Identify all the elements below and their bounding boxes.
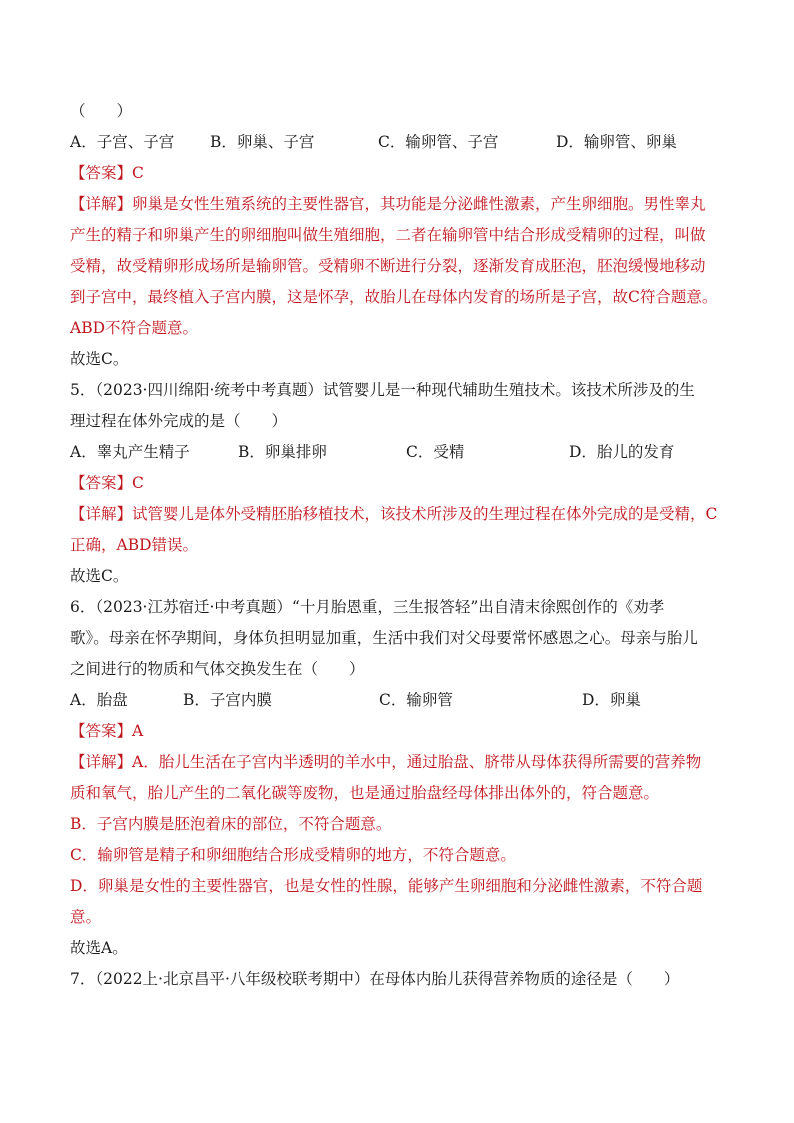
answer-label: 【答案】 (70, 474, 133, 492)
answer-value: C (132, 474, 144, 492)
detail-line: 意。 (70, 908, 102, 926)
answer-line (70, 468, 730, 499)
question-paren: （ ） (70, 102, 133, 120)
detail-line: D．卵巢是女性的主要性器官，也是女性的性腺，能够产生卵细胞和分泌雌性激素，不符合题 (70, 877, 703, 895)
answer-value: A (132, 722, 144, 740)
options-row (70, 437, 730, 468)
conclusion: 故选C。 (70, 350, 129, 368)
question-stem: 6．（2023·江苏宿迁·中考真题）“十月胎恩重，三生报答轻”出自清末徐熙创作的《劝孝 (70, 598, 665, 616)
detail-line (70, 189, 730, 220)
options-row (70, 685, 730, 716)
question-7 (70, 964, 730, 995)
answer-label: 【答案】 (70, 164, 133, 182)
option-c: C．输卵管 (379, 691, 453, 709)
detail-line: 受精，故受精卵形成场所是输卵管。受精卵不断进行分裂，逐渐发育成胚泡，胚泡缓慢地移动 (70, 257, 706, 275)
question-4 (70, 96, 730, 375)
option-b: B．卵巢、子宫 (210, 133, 315, 151)
document-page (70, 96, 730, 995)
detail-line: 质和氧气，胎儿产生的二氧化碳等废物，也是通过胎盘经母体排出体外的，符合题意。 (70, 784, 660, 802)
option-c: C．受精 (406, 443, 465, 461)
answer-label: 【答案】 (70, 722, 133, 740)
option-b: B．卵巢排卵 (238, 443, 327, 461)
question-stem: 理过程在体外完成的是（ ） (70, 412, 288, 430)
question-stem: 7．（2022上·北京昌平·八年级校联考期中）在母体内胎儿获得营养物质的途径是（ ） (70, 970, 680, 988)
option-b: B．子宫内膜 (183, 691, 272, 709)
detail-line: C．输卵管是精子和卵细胞结合形成受精卵的地方，不符合题意。 (70, 846, 516, 864)
conclusion: 故选C。 (70, 567, 129, 585)
detail-label: 【详解】 (70, 505, 133, 523)
conclusion: 故选A。 (70, 939, 128, 957)
detail-line: ABD不符合题意。 (70, 319, 199, 337)
answer-line (70, 158, 730, 189)
detail-text: 试管婴儿是体外受精胚胎移植技术，该技术所涉及的生理过程在体外完成的是受精，C (132, 505, 718, 523)
detail-line: 到子宫中，最终植入子宫内膜，这是怀孕，故胎儿在母体内发育的场所是子宫，故C符合题意。 (70, 288, 718, 306)
options-row (70, 127, 730, 158)
answer-value: C (132, 164, 144, 182)
answer-line (70, 716, 730, 747)
option-a: A．胎盘 (70, 691, 128, 709)
question-5 (70, 375, 730, 592)
option-a: A．子宫、子宫 (70, 133, 175, 151)
detail-label: 【详解】 (70, 195, 133, 213)
detail-line: 正确，ABD错误。 (70, 536, 199, 554)
question-stem: 5．（2023·四川绵阳·统考中考真题）试管婴儿是一种现代辅助生殖技术。该技术所涉及的生 (70, 381, 695, 399)
question-stem: 之间进行的物质和气体交换发生在（ ） (70, 660, 365, 678)
detail-line (70, 499, 730, 530)
detail-label: 【详解】 (70, 753, 133, 771)
detail-line: B．子宫内膜是胚泡着床的部位，不符合题意。 (70, 815, 392, 833)
option-a: A．睾丸产生精子 (70, 443, 190, 461)
detail-text: A．胎儿生活在子宫内半透明的羊水中，通过胎盘、脐带从母体获得所需要的营养物 (132, 753, 702, 771)
question-6 (70, 592, 730, 964)
detail-text: 卵巢是女性生殖系统的主要性器官，其功能是分泌雌性激素，产生卵细胞。男性睾丸 (132, 195, 706, 213)
option-d: D．输卵管、卵巢 (556, 133, 677, 151)
option-d: D．胎儿的发育 (569, 443, 675, 461)
option-c: C．输卵管、子宫 (378, 133, 499, 151)
option-d: D．卵巢 (582, 691, 641, 709)
detail-line: 产生的精子和卵巢产生的卵细胞叫做生殖细胞，二者在输卵管中结合形成受精卵的过程，叫做 (70, 226, 706, 244)
question-stem: 歌》。母亲在怀孕期间，身体负担明显加重，生活中我们对父母要常怀感恩之心。母亲与胎儿 (70, 629, 698, 647)
detail-line (70, 747, 730, 778)
